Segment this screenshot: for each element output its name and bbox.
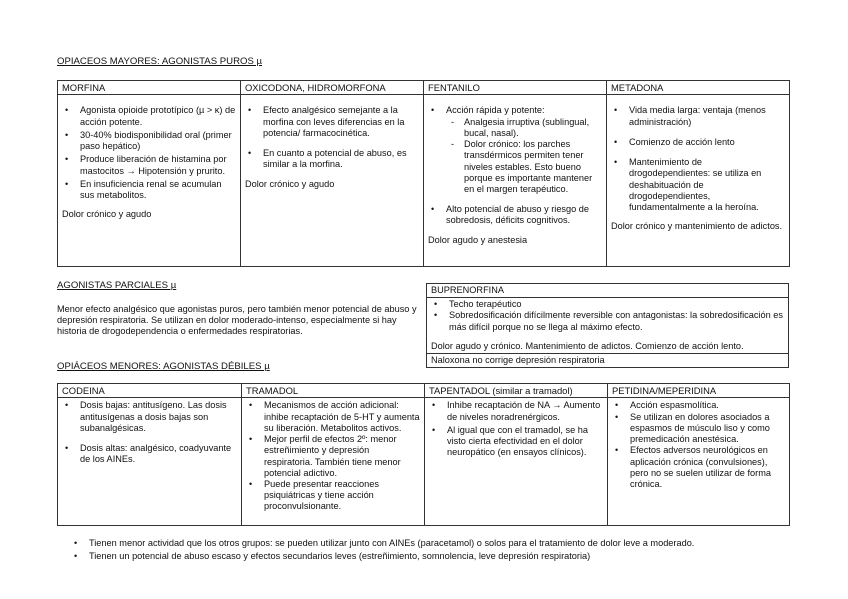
cell-oxicodona [241,95,424,267]
list-item: • Techo terapéutico [449,299,784,310]
header-oxicodona: OXICODONA, HIDROMORFONA [241,81,424,95]
list-item: • Se utilizan en dolores asociados a espasmos de músculo liso y como premedicación anestésica. [630,412,785,446]
list-item: • Al igual que con el tramadol, se ha visto cierta efectividad en el dolor neuropático (en ensayos clínicos). [447,425,603,459]
heading-agonistas-parciales: AGONISTAS PARCIALES µ [57,280,177,291]
list-item: • Mecanismos de acción adicional: inhibe recaptación de 5-HT y aumenta su liberación. Metabolitos activos. [264,400,420,434]
table-agonistas-debiles [57,383,790,526]
list-item [446,105,602,195]
table-agonistas-puros [57,80,790,267]
list-item: - Analgesia irruptiva (sublingual, bucal, nasal). [464,117,602,139]
cell-fentanilo [424,95,607,267]
list-item: • Dosis bajas: antitusígeno. Las dosis antitusígenas a dosis bajas son subanalgésicas. [80,400,237,434]
heading-opiaceos-mayores: OPIACEOS MAYORES: AGONISTAS PUROS µ [57,56,263,67]
list-item: • Comienzo de acción lento [629,137,785,148]
list-item: • Produce liberación de histamina por mastocitos → Hipotensión y prurito. [80,154,236,176]
list-item: - Dolor crónico: los parches transdérmicos permiten tener niveles estables. Esto bueno porque es importante mantener en el margen terapéutico. [464,139,602,195]
list-item: • Mejor perfil de efectos 2º: menor estreñimiento y depresión respiratoria. También tiene menor potencial adictivo. [264,434,420,479]
list-item: • Efecto analgésico semejante a la morfina con leves diferencias en la potencia/ farmacocinética. [263,105,419,139]
header-tramadol: TRAMADOL [242,384,425,398]
note-metadona: Dolor crónico y mantenimiento de adictos. [611,221,783,232]
table-row [58,398,790,526]
list-item: • En cuanto a potencial de abuso, es similar a la morfina. [263,148,419,170]
cell-codeina [58,398,242,526]
buprenorfina-note-1: Dolor agudo y crónico. Mantenimiento de adictos. Comienzo de acción lento. [431,340,744,351]
list-item: • En insuficiencia renal se acumulan sus metabolitos. [80,179,236,201]
list-item: • Tienen menor actividad que los otros grupos: se pueden utilizar junto con AINEs (paracetamol) o solos para el tratamiento de dolor leve a moderado. [89,538,817,549]
list-item: • Mantenimiento de drogodependientes: se utiliza en deshabituación de drogodependientes, fundamentalmente a la heroína. [629,157,785,213]
list-item: • Alto potencial de abuso y riesgo de sobredosis, déficits cognitivos. [446,204,602,226]
cell-tapentadol [425,398,608,526]
fentanilo-bullet-1: Acción rápida y potente: [446,105,545,116]
list-item: • Tienen un potencial de abuso escaso y efectos secundarios leves (estreñimiento, somnolencia, leve depresión respiratoria) [89,551,817,562]
list-item: • 30-40% biodisponibilidad oral (primer paso hepático) [80,130,236,152]
footer-notes [57,538,817,564]
cell-metadona [607,95,790,267]
heading-opiaceos-menores: OPIÁCEOS MENORES: AGONISTAS DÉBILES µ [57,361,270,372]
note-fentanilo: Dolor agudo y anestesia [428,234,528,245]
note-morfina: Dolor crónico y agudo [62,209,152,220]
header-metadona: METADONA [607,81,790,95]
header-morfina: MORFINA [58,81,241,95]
header-codeina: CODEINA [58,384,242,398]
table-header-row [58,384,790,398]
cell-tramadol [242,398,425,526]
cell-petidina [608,398,790,526]
header-tapentadol: TAPENTADOL (similar a tramadol) [425,384,608,398]
header-fentanilo: FENTANILO [424,81,607,95]
buprenorfina-body [427,298,789,354]
note-oxicodona: Dolor crónico y agudo [245,178,335,189]
list-item: • Acción espasmolítica. [630,400,785,411]
table-row [58,95,790,267]
buprenorfina-title: BUPRENORFINA [427,284,789,298]
cell-morfina [58,95,241,267]
parciales-description: Menor efecto analgésico que agonistas puros, pero también menor potencial de abuso y depresión respiratoria. Se utilizan en dolor moderado-intenso, especialmente si hay historia de drogodependencia o enfermedades respiratorias. [57,304,417,337]
header-petidina: PETIDINA/MEPERIDINA [608,384,790,398]
buprenorfina-note-2: Naloxona no corrige depresión respiratoria [427,354,789,368]
list-item: • Agonista opioide prototípico (µ > κ) de acción potente. [80,105,236,127]
list-item: • Efectos adversos neurológicos en aplicación crónica (convulsiones), pero no se suelen utilizar de forma crónica. [630,445,785,490]
list-item: • Dosis altas: analgésico, coadyuvante de los AINEs. [80,443,237,465]
list-item: • Inhibe recaptación de NA → Aumento de niveles noradrenérgicos. [447,400,603,422]
list-item: • Sobredosificación difícilmente reversible con antagonistas: la sobredosificación es más difícil porque no se llega al máximo efecto. [449,310,784,332]
table-header-row [58,81,790,95]
list-item: • Vida media larga: ventaja (menos administración) [629,105,785,127]
list-item: • Puede presentar reacciones psiquiátricas y tiene acción proconvulsionante. [264,479,420,513]
buprenorfina-box [426,283,789,368]
